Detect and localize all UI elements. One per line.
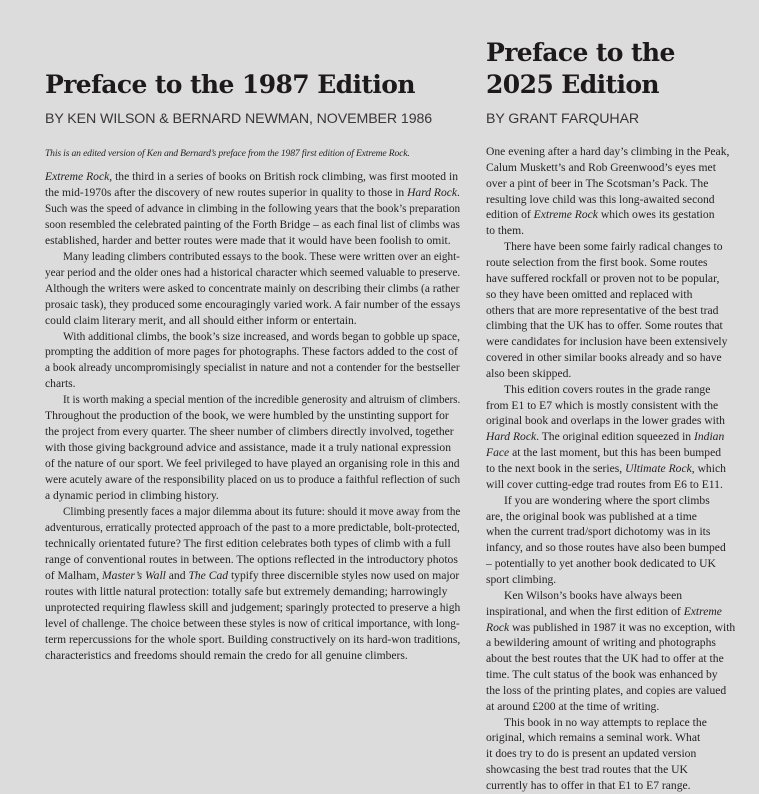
- right-title-line-1: Preface to the: [486, 38, 675, 67]
- text-segment: time. The cult status of the book was enhanced by: [486, 668, 718, 682]
- text-line: [63, 506, 460, 518]
- text-segment: and: [165, 568, 189, 582]
- text-line: [486, 669, 718, 681]
- text-line: [45, 490, 219, 502]
- text-segment: currently has to offer in that E1 to E7 range.: [486, 779, 691, 792]
- italic-title: Extreme Rock: [45, 170, 110, 183]
- text-line: [504, 590, 682, 602]
- text-line: [45, 378, 76, 390]
- text-line: [504, 495, 710, 507]
- text-segment: original, which remains a seminal work. What: [486, 731, 701, 745]
- text-segment: . The original edition squeezed in: [536, 430, 694, 444]
- text-segment: showcasing the best trad routes that the UK: [486, 763, 688, 777]
- text-segment: with those giving background advice and assistance, made it a truly national expression: [45, 441, 451, 455]
- text-line: [45, 650, 408, 662]
- italic-title: Extreme Rock: [533, 208, 598, 222]
- italic-title: The Cad: [188, 568, 229, 582]
- text-segment: route selection from the first book. Some routes: [486, 255, 708, 269]
- text-line: [486, 622, 735, 634]
- text-line: [486, 146, 729, 158]
- text-segment: level of challenge. The choice between these styles is now of critical importance, with long-: [45, 616, 460, 630]
- text-segment: prompting the addition of more pages for photographs. These factors added to the cost of: [45, 345, 458, 359]
- text-segment: so they have been omitted and replaced with: [486, 287, 693, 301]
- text-line: [45, 235, 451, 247]
- text-line: [45, 426, 454, 438]
- text-segment: covered in other similar books already and so have: [486, 351, 722, 365]
- text-line: [486, 320, 723, 332]
- text-segment: the loss of the printing plates, and copies are valued: [486, 683, 727, 697]
- text-segment: sport climbing.: [486, 572, 557, 586]
- text-segment: which owes its gestation: [597, 208, 715, 222]
- text-segment: Calum Muskett’s and Rob Greenwood’s eyes met: [486, 160, 716, 174]
- text-segment: others that are more representative of the best trad: [486, 303, 719, 317]
- italic-title: Indian: [694, 430, 725, 444]
- text-segment: Throughout the production of the book, we were humbled by the unstinting support for: [45, 409, 449, 423]
- text-line: [486, 431, 724, 443]
- text-line: [486, 526, 710, 538]
- left-title: Preface to the 1987 Edition: [45, 70, 415, 99]
- text-line: [486, 178, 708, 190]
- text-segment: resulting love child was this long-awaited second: [486, 192, 715, 206]
- text-line: [63, 251, 460, 263]
- text-segment: are, the original book was published at a time: [486, 509, 697, 523]
- text-line: [486, 653, 724, 665]
- text-segment: over a pint of beer in The Scotsman’s Pack. The: [486, 176, 709, 190]
- text-line: [486, 511, 697, 523]
- text-line: [45, 522, 460, 534]
- text-segment: to the next book in the series,: [486, 462, 626, 475]
- text-segment: infancy, and so those routes have also been bumped: [486, 541, 726, 555]
- text-line: [486, 732, 700, 744]
- text-segment: a dynamic period in climbing history.: [45, 489, 219, 502]
- text-segment: range of conventional routes in between. The options reflected in the introductory photos: [45, 552, 458, 566]
- text-segment: It is worth making a special mention of the incredible generosity and altruism of climbers.: [63, 393, 461, 407]
- text-segment: soon resembled the celebrated painting of the Forth Bridge – as each final list of climbs was: [45, 217, 460, 231]
- text-line: [486, 542, 726, 554]
- text-line: [486, 447, 721, 459]
- text-line: [486, 162, 716, 174]
- text-segment: This edition covers routes in the grade range: [504, 382, 711, 396]
- text-line: [486, 780, 691, 792]
- text-segment: when the current trad/sport dichotomy was in its: [486, 525, 711, 539]
- text-line: [486, 352, 722, 364]
- text-line: [486, 764, 688, 776]
- text-line: [486, 368, 571, 380]
- italic-title: Rock: [486, 620, 510, 634]
- italic-title: Ultimate Rock: [625, 462, 692, 475]
- text-line: [45, 554, 458, 566]
- text-segment: This book in no way attempts to replace the: [504, 715, 707, 729]
- text-segment: term repercussions for the whole sport. Building constructively on its hard-won traditions,: [45, 632, 461, 646]
- text-segment: Climbing presently faces a major dilemma about its future: should it move away from the: [63, 504, 461, 518]
- text-segment: If you are wondering where the sport climbs: [504, 493, 710, 507]
- text-segment: , which: [691, 462, 726, 475]
- left-byline: BY KEN WILSON & BERNARD NEWMAN, NOVEMBER 1986: [45, 111, 433, 127]
- text-line: [63, 394, 460, 406]
- text-segment: was published in 1987 it was no exception, with: [509, 620, 736, 634]
- text-line: [486, 701, 659, 713]
- right-title-line-2: 2025 Edition: [486, 70, 660, 99]
- text-line: [486, 415, 725, 427]
- text-segment: also been skipped.: [486, 366, 572, 380]
- text-segment: characteristics and freedoms should remain the credo for all genuine climbers.: [45, 648, 408, 662]
- text-line: [45, 171, 458, 183]
- text-line: [45, 362, 460, 374]
- text-segment: of Malham,: [45, 568, 102, 582]
- text-line: [45, 458, 460, 470]
- text-segment: routes with little natural protection: totally safe but extremely demanding; harrowingly: [45, 584, 448, 598]
- text-segment: were candidates for inclusion have been extensively: [486, 335, 728, 349]
- text-segment: at the last moment, but this has been bumped: [509, 446, 722, 460]
- left-intro-note: This is an edited version of Ken and Bernard’s preface from the 1987 first edition of Extreme Rock.: [45, 148, 410, 159]
- italic-title: Hard Rock: [486, 430, 537, 444]
- text-line: [486, 209, 715, 221]
- text-segment: the mid-1970s after the discovery of new routes superior in quality to those in: [45, 185, 408, 199]
- text-line: [45, 586, 447, 598]
- text-line: [486, 273, 719, 285]
- text-segment: of the nature of our sport. We feel privileged to have played an organising role in this and: [45, 457, 460, 471]
- text-line: [45, 618, 460, 630]
- text-segment: original book and overlaps in the lower grades with: [486, 414, 725, 428]
- text-line: [45, 267, 460, 279]
- text-line: [45, 299, 460, 311]
- text-line: [486, 748, 696, 760]
- text-segment: inspirational, and when the first edition of: [486, 604, 684, 618]
- text-line: [45, 634, 460, 646]
- text-segment: about the best routes that the UK had to offer at the: [486, 652, 724, 666]
- text-line: [45, 187, 460, 199]
- text-line: [45, 474, 460, 486]
- text-line: [45, 442, 451, 454]
- text-segment: could claim literary merit, and all should either inform or entertain.: [45, 313, 357, 327]
- italic-title: Extreme: [683, 604, 722, 618]
- text-segment: were acutely aware of the responsibility placed on us to produce a faithful reflection of such: [45, 473, 461, 487]
- text-line: [504, 384, 710, 396]
- text-segment: at around £200 at the time of writing.: [486, 699, 660, 713]
- text-line: [504, 241, 723, 253]
- text-line: [486, 400, 718, 412]
- text-line: [486, 463, 726, 475]
- text-segment: typify three discernible styles now used on major: [228, 568, 460, 582]
- text-line: [486, 257, 708, 269]
- text-line: [45, 315, 357, 327]
- right-byline: BY GRANT FARQUHAR: [486, 111, 640, 127]
- text-segment: One evening after a hard day’s climbing in the Peak,: [486, 145, 730, 158]
- text-segment: have suffered rockfall or proven not to be popular,: [486, 271, 720, 285]
- text-segment: established, harder and better routes were made that it would have been foolish to omit.: [45, 233, 451, 247]
- text-line: [486, 194, 715, 206]
- text-segment: – potentially to yet another book dedicated to UK: [486, 557, 716, 571]
- text-segment: year period and the older ones had a historical character which seemed valuable to preserve.: [45, 265, 461, 279]
- text-segment: a bewildering amount of writing and photographs: [486, 636, 716, 650]
- text-segment: climbing that the UK has to offer. Some routes that: [486, 319, 723, 333]
- text-line: [486, 558, 716, 570]
- text-segment: will cover cutting-edge trad routes from E6 to E11.: [486, 477, 723, 491]
- italic-title: Master’s Wall: [102, 568, 166, 582]
- text-line: [45, 283, 460, 295]
- text-segment: With additional climbs, the book’s size increased, and words began to gobble up space,: [63, 329, 460, 343]
- text-line: [486, 479, 723, 491]
- text-segment: Many leading climbers contributed essays to the book. These were written over an eight-: [63, 249, 460, 263]
- text-segment: from E1 to E7 which is mostly consistent with the: [486, 398, 719, 412]
- text-segment: .: [456, 185, 460, 199]
- italic-title: Hard Rock: [407, 185, 457, 199]
- text-segment: to them.: [486, 224, 524, 238]
- text-segment: There have been some fairly radical changes to: [504, 240, 723, 254]
- text-line: [486, 637, 716, 649]
- text-line: [63, 331, 460, 343]
- text-line: [486, 336, 727, 348]
- text-line: [504, 717, 707, 729]
- text-line: [486, 289, 692, 301]
- text-segment: the project from every quarter. The sheer number of climbers directly involved, together: [45, 425, 454, 439]
- text-segment: Ken Wilson’s books have always been: [504, 588, 683, 602]
- text-line: [45, 346, 458, 358]
- text-line: [486, 574, 556, 586]
- text-line: [486, 685, 726, 697]
- text-segment: Such was the speed of advance in climbing in the following years that the book’s preparation: [45, 201, 461, 215]
- text-segment: technically orientated future? The first edition celebrates both types of climb with a full: [45, 536, 451, 550]
- text-segment: a book already uncompromisingly specialist in nature and not a contender for the bestseller: [45, 361, 460, 375]
- text-line: [45, 203, 460, 215]
- text-segment: unprotected requiring flawless skill and judgement; sparingly protected to preserve a high: [45, 600, 461, 614]
- text-line: [486, 305, 718, 317]
- text-line: [45, 602, 460, 614]
- text-line: [486, 606, 722, 618]
- text-segment: charts.: [45, 377, 76, 391]
- text-line: [486, 225, 524, 237]
- italic-title: Face: [486, 446, 510, 460]
- text-line: [45, 410, 449, 422]
- text-segment: , the third in a series of books on British rock climbing, was first mooted in: [109, 170, 458, 183]
- text-segment: it does try to do is present an updated version: [486, 747, 697, 761]
- text-line: [45, 219, 460, 231]
- text-line: [45, 570, 459, 582]
- text-segment: prosaic task), they produced some encouragingly varied work. A fair number of the essays: [45, 297, 461, 311]
- text-segment: edition of: [486, 208, 534, 222]
- text-segment: adventurous, erratically protected approach of the past to a more predictable, bolt-protected,: [45, 520, 460, 534]
- text-line: [45, 538, 451, 550]
- text-segment: Although the writers were asked to concentrate mainly on describing their climbs (a rather: [45, 281, 460, 295]
